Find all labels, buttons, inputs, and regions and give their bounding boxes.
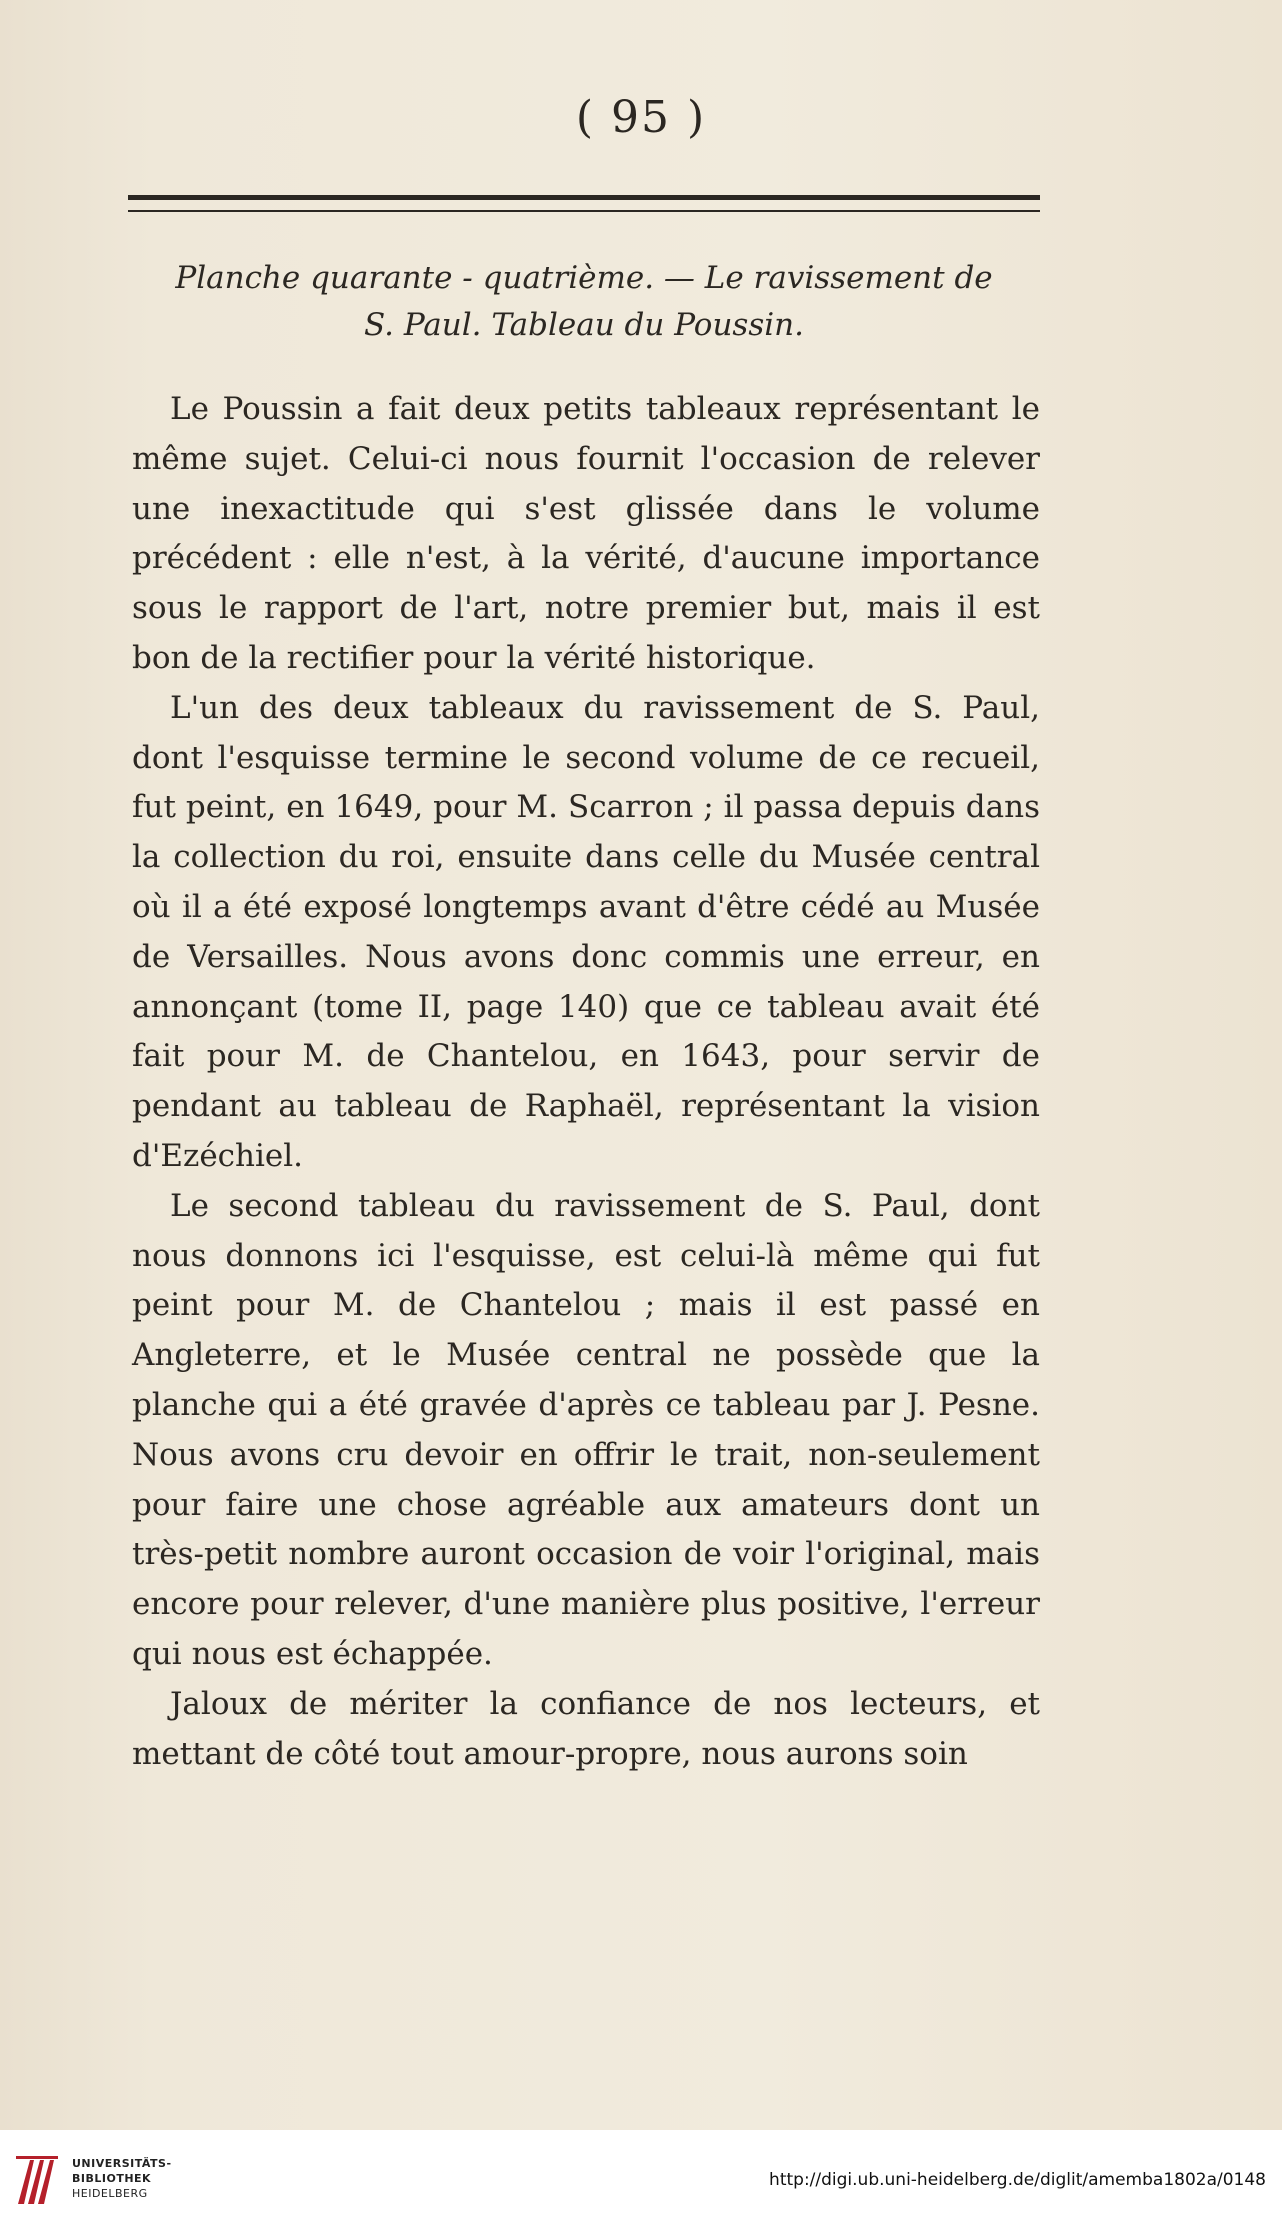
page-number: ( 95 ) bbox=[575, 92, 707, 143]
library-name-line-1: UNIVERSITÄTS- bbox=[72, 2157, 172, 2170]
paragraph-1: Le Poussin a fait deux petits tableaux représentant le même sujet. Celui-ci nous fournit l'occasion de relever une inexactitude qui s'est glissée dans le volume précédent : elle n'est, à la vérité, d'aucune importance sous le rapport de l'art, notre premier but, mais il est bon de la rectifier pour la vérité historique. bbox=[132, 391, 1040, 676]
source-url-link[interactable]: http://digi.ub.uni-heidelberg.de/diglit/amemba1802a/0148 bbox=[769, 2170, 1266, 2190]
heading-line-1: Planche quarante - quatrième. — Le ravissement de bbox=[175, 260, 993, 296]
header-rule-thin bbox=[128, 210, 1040, 212]
university-library-logo-icon bbox=[14, 2152, 60, 2208]
library-name-line-3: HEIDELBERG bbox=[72, 2187, 148, 2200]
footer-bar bbox=[0, 2130, 1282, 2225]
plate-heading bbox=[128, 255, 1040, 349]
body-text bbox=[132, 385, 1040, 1779]
paragraph-3: Le second tableau du ravissement de S. Paul, dont nous donnons ici l'esquisse, est celui-là même qui fut peint pour M. de Chantelou ; mais il est passé en Angleterre, et le Musée central ne possède que la planche qui a été gravée d'après ce tableau par J. Pesne. Nous avons cru devoir en offrir le trait, non-seulement pour faire une chose agréable aux amateurs dont un très-petit nombre auront occasion de voir l'original, mais encore pour relever, d'une manière plus positive, l'erreur qui nous est échappée. bbox=[132, 1187, 1040, 1672]
library-name bbox=[72, 2156, 172, 2201]
library-name-line-2: BIBLIOTHEK bbox=[72, 2172, 152, 2185]
header-rule-thick bbox=[128, 195, 1040, 200]
paragraph-4: Jaloux de mériter la confiance de nos lecteurs, et mettant de côté tout amour-propre, nous aurons soin bbox=[132, 1685, 1040, 1772]
paragraph-2: L'un des deux tableaux du ravissement de S. Paul, dont l'esquisse termine le second volume de ce recueil, fut peint, en 1649, pour M. Scarron ; il passa depuis dans la collection du roi, ensuite dans celle du Musée central où il a été exposé longtemps avant d'être cédé au Musée de Versailles. Nous avons donc commis une erreur, en annonçant (tome II, page 140) que ce tableau avait été fait pour M. de Chantelou, en 1643, pour servir de pendant au tableau de Raphaël, représentant la vision d'Ezéchiel. bbox=[132, 689, 1040, 1174]
heading-line-2: S. Paul. Tableau du Poussin. bbox=[364, 307, 804, 343]
